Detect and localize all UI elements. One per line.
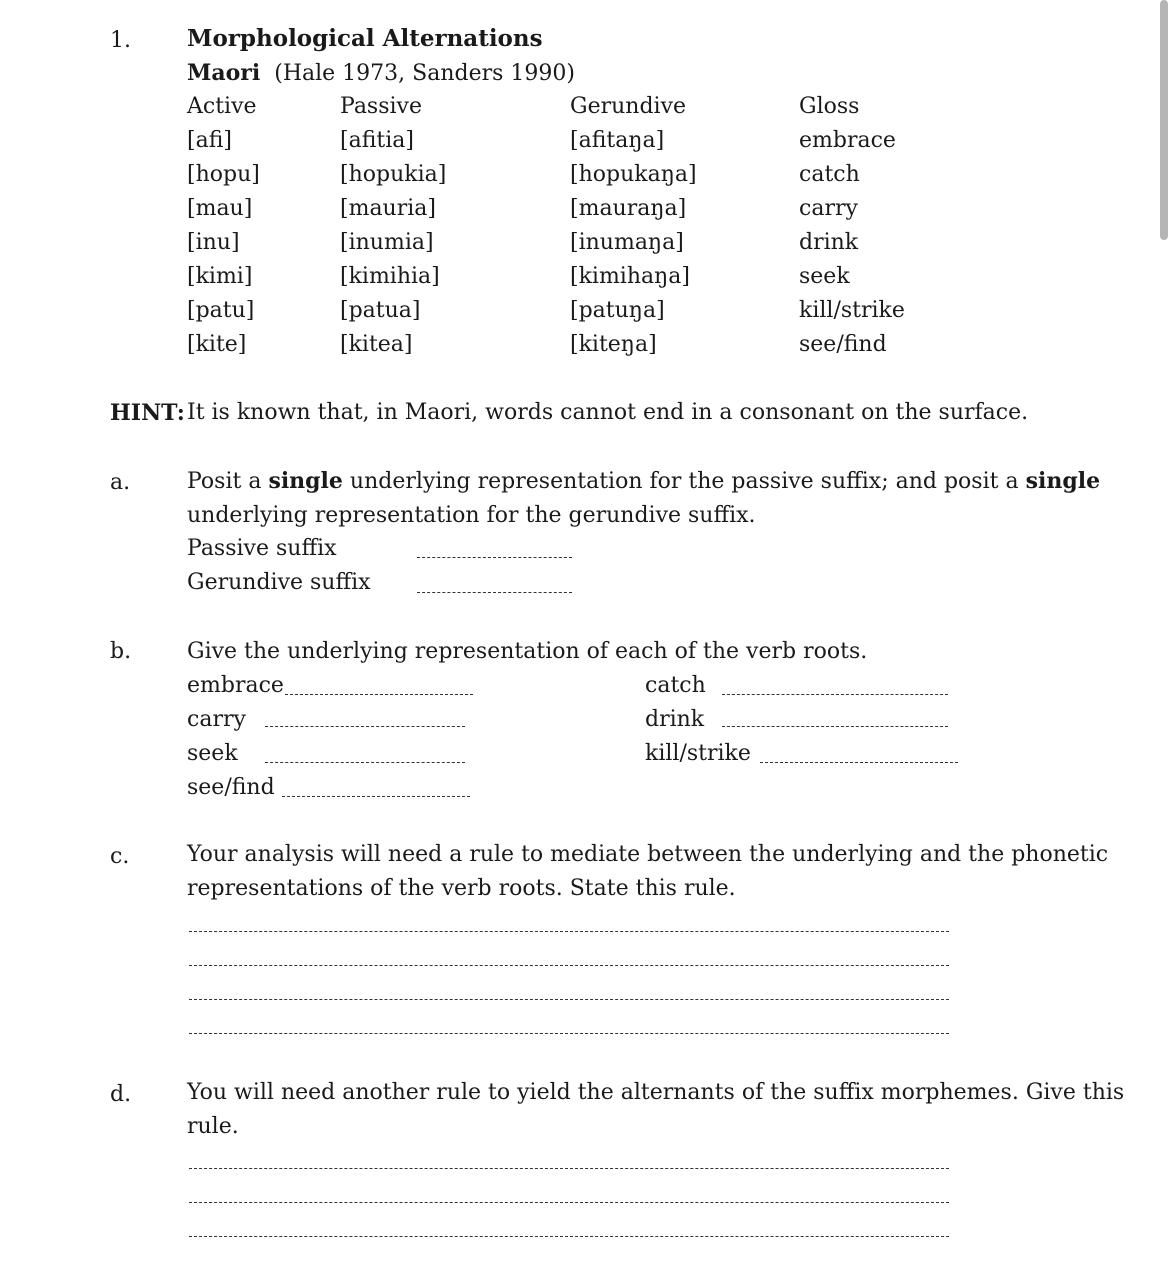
root-answer-line-see-find[interactable] bbox=[282, 796, 470, 797]
part-c-marker: c. bbox=[110, 844, 130, 869]
language-line bbox=[187, 62, 575, 85]
passive-suffix-label: Passive suffix bbox=[187, 536, 337, 561]
part-c-line1: Your analysis will need a rule to mediate between the underlying and the phonetic bbox=[187, 842, 1109, 867]
root-label-kill-strike: kill/strike bbox=[645, 741, 751, 766]
header-gloss: Gloss bbox=[799, 94, 860, 119]
scrollbar-thumb[interactable] bbox=[1160, 0, 1168, 240]
part-d-marker: d. bbox=[110, 1082, 132, 1107]
cell-passive: [afitia] bbox=[340, 128, 414, 153]
cell-gerundive: [hopukaŋa] bbox=[570, 162, 697, 187]
cell-passive: [mauria] bbox=[340, 196, 436, 221]
part-c-line2: representations of the verb roots. State this rule. bbox=[187, 876, 736, 901]
root-label-see-find: see/find bbox=[187, 775, 275, 800]
cell-active: [inu] bbox=[187, 230, 240, 255]
root-label-embrace: embrace bbox=[187, 673, 284, 698]
cell-active: [patu] bbox=[187, 298, 255, 323]
rule-answer-line[interactable] bbox=[189, 1033, 949, 1034]
hint-label: HINT: bbox=[110, 400, 185, 426]
cell-gerundive: [patuŋa] bbox=[570, 298, 665, 323]
rule-answer-line[interactable] bbox=[189, 931, 949, 932]
cell-gloss: catch bbox=[799, 162, 860, 187]
suffix-rule-answer-line[interactable] bbox=[189, 1236, 949, 1237]
header-passive: Passive bbox=[340, 94, 422, 119]
cell-gloss: see/find bbox=[799, 332, 887, 357]
part-a-line1: Posit a single underlying representation for the passive suffix; and posit a single bbox=[187, 468, 1101, 494]
cell-gloss: kill/strike bbox=[799, 298, 905, 323]
part-a-line2: underlying representation for the gerundive suffix. bbox=[187, 503, 756, 528]
cell-active: [mau] bbox=[187, 196, 253, 221]
part-b-marker: b. bbox=[110, 639, 132, 664]
cell-passive: [kitea] bbox=[340, 332, 413, 357]
part-d-line2: rule. bbox=[187, 1114, 239, 1139]
cell-active: [kite] bbox=[187, 332, 247, 357]
gerundive-suffix-answer-line[interactable] bbox=[417, 592, 572, 593]
cell-active: [afi] bbox=[187, 128, 232, 153]
suffix-rule-answer-line[interactable] bbox=[189, 1168, 949, 1169]
suffix-rule-answer-line[interactable] bbox=[189, 1202, 949, 1203]
citation: (Hale 1973, Sanders 1990) bbox=[274, 61, 575, 86]
cell-gloss: drink bbox=[799, 230, 859, 255]
root-answer-line-seek[interactable] bbox=[265, 762, 465, 763]
root-answer-line-embrace[interactable] bbox=[285, 694, 473, 695]
cell-passive: [inumia] bbox=[340, 230, 434, 255]
question-title: Morphological Alternations bbox=[187, 25, 543, 52]
cell-passive: [hopukia] bbox=[340, 162, 447, 187]
root-label-drink: drink bbox=[645, 707, 705, 732]
root-answer-line-carry[interactable] bbox=[265, 726, 465, 727]
cell-gerundive: [kiteŋa] bbox=[570, 332, 657, 357]
root-label-catch: catch bbox=[645, 673, 706, 698]
cell-passive: [kimihia] bbox=[340, 264, 440, 289]
question-number: 1. bbox=[110, 28, 131, 53]
rule-answer-line[interactable] bbox=[189, 965, 949, 966]
gerundive-suffix-label: Gerundive suffix bbox=[187, 570, 371, 595]
cell-active: [hopu] bbox=[187, 162, 260, 187]
root-answer-line-drink[interactable] bbox=[722, 726, 948, 727]
cell-gloss: seek bbox=[799, 264, 850, 289]
language-name: Maori bbox=[187, 60, 261, 86]
header-gerundive: Gerundive bbox=[570, 94, 687, 119]
root-answer-line-kill-strike[interactable] bbox=[760, 762, 958, 763]
passive-suffix-answer-line[interactable] bbox=[417, 557, 572, 558]
part-b-prompt: Give the underlying representation of each of the verb roots. bbox=[187, 639, 868, 664]
hint-text: It is known that, in Maori, words cannot end in a consonant on the surface. bbox=[187, 400, 1029, 425]
part-d-line1: You will need another rule to yield the alternants of the suffix morphemes. Give this bbox=[187, 1080, 1125, 1105]
cell-gerundive: [kimihaŋa] bbox=[570, 264, 691, 289]
root-answer-line-catch[interactable] bbox=[722, 694, 948, 695]
part-a-marker: a. bbox=[110, 470, 131, 495]
cell-gerundive: [mauraŋa] bbox=[570, 196, 687, 221]
root-label-carry: carry bbox=[187, 707, 246, 732]
cell-gloss: embrace bbox=[799, 128, 896, 153]
cell-active: [kimi] bbox=[187, 264, 253, 289]
cell-gloss: carry bbox=[799, 196, 858, 221]
cell-passive: [patua] bbox=[340, 298, 421, 323]
rule-answer-line[interactable] bbox=[189, 999, 949, 1000]
root-label-seek: seek bbox=[187, 741, 238, 766]
header-active: Active bbox=[187, 94, 257, 119]
cell-gerundive: [afitaŋa] bbox=[570, 128, 665, 153]
cell-gerundive: [inumaŋa] bbox=[570, 230, 684, 255]
